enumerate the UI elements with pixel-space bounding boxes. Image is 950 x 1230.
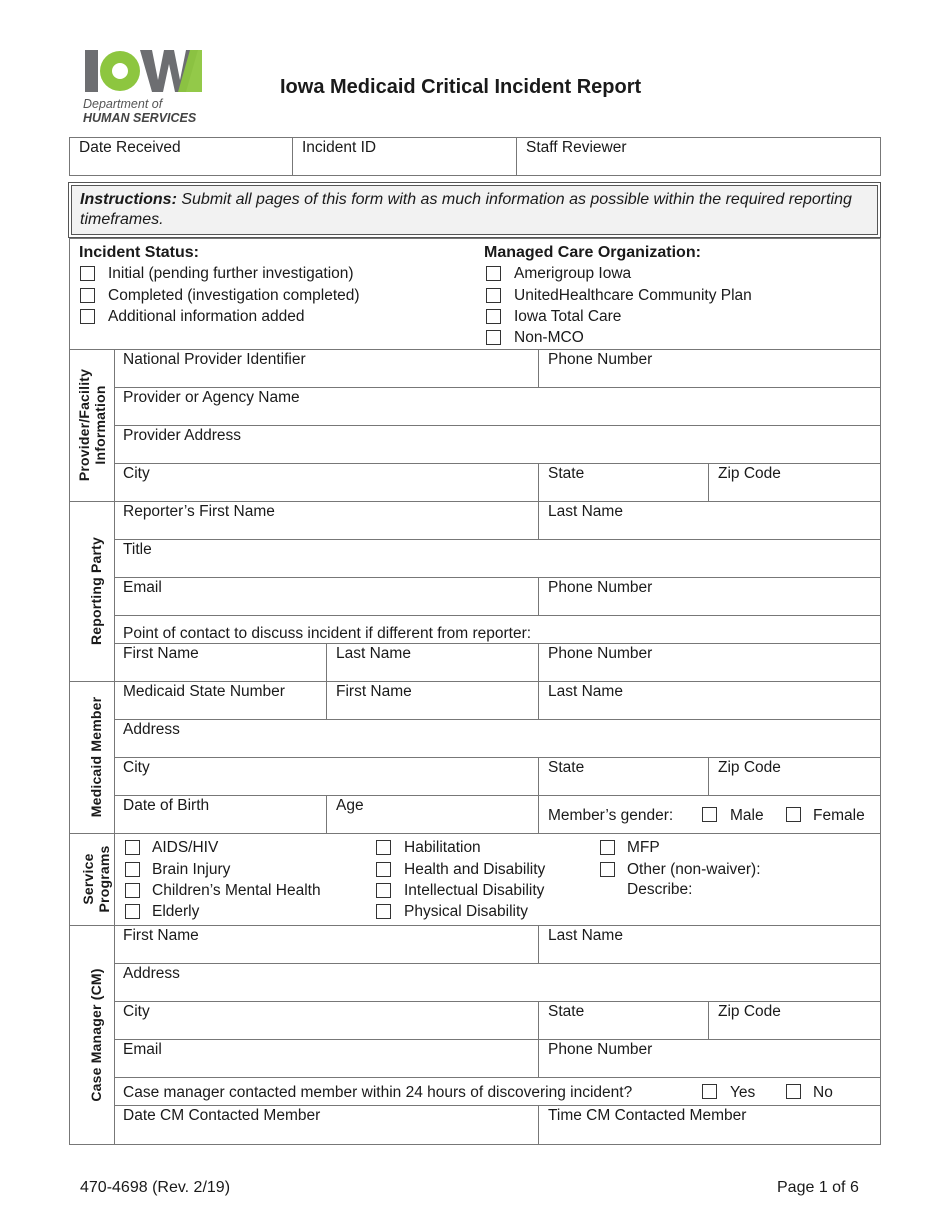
provider-state-field[interactable]: State (548, 465, 585, 482)
reporter-last-name-field[interactable]: Last Name (548, 503, 623, 520)
reporter-email-field[interactable]: Email (123, 579, 162, 596)
program-health-disability-checkbox[interactable] (376, 862, 391, 877)
page-number: Page 1 of 6 (777, 1179, 859, 1196)
cm-last-name-field[interactable]: Last Name (548, 927, 623, 944)
iowa-logo-graphic (82, 46, 207, 96)
instructions-text: Submit all pages of this form with as much information as possible within the required reporting timeframes. (80, 191, 852, 228)
cm-contacted-yes-checkbox[interactable] (702, 1084, 717, 1099)
program-brain-injury-checkbox[interactable] (125, 862, 140, 877)
member-state-number-field[interactable]: Medicaid State Number (123, 683, 285, 700)
gender-female-label: Female (813, 807, 865, 824)
mco-non-mco-label: Non-MCO (514, 329, 584, 346)
program-other-describe[interactable]: Describe: (627, 881, 693, 898)
program-mfp-checkbox[interactable] (600, 840, 615, 855)
case-manager-section-label: Case Manager (CM) (88, 968, 104, 1102)
cm-state-field[interactable]: State (548, 1003, 585, 1020)
status-additional-checkbox[interactable] (80, 309, 95, 324)
reporter-first-name-field[interactable]: Reporter’s First Name (123, 503, 275, 520)
incident-status-title: Incident Status: (79, 244, 200, 261)
program-childrens-mh-label: Children’s Mental Health (152, 882, 321, 899)
cm-time-contacted-field[interactable]: Time CM Contacted Member (548, 1107, 747, 1124)
program-childrens-mh-checkbox[interactable] (125, 883, 140, 898)
program-elderly-checkbox[interactable] (125, 904, 140, 919)
program-intellectual-disability-checkbox[interactable] (376, 883, 391, 898)
dept-line-2: HUMAN SERVICES (83, 111, 197, 125)
date-received-field[interactable]: Date Received (79, 139, 181, 156)
instructions (71, 185, 878, 235)
status-completed-checkbox[interactable] (80, 288, 95, 303)
reporter-phone-field[interactable]: Phone Number (548, 579, 653, 596)
staff-reviewer-field[interactable]: Staff Reviewer (526, 139, 627, 156)
program-other-checkbox[interactable] (600, 862, 615, 877)
instructions-label: Instructions: (80, 191, 177, 208)
member-state-field[interactable]: State (548, 759, 585, 776)
provider-zip-field[interactable]: Zip Code (718, 465, 781, 482)
program-physical-disability-checkbox[interactable] (376, 904, 391, 919)
gender-male-label: Male (730, 807, 764, 824)
status-additional-label: Additional information added (108, 308, 305, 325)
form-title: Iowa Medicaid Critical Incident Report (280, 76, 642, 98)
cm-contacted-no-checkbox[interactable] (786, 1084, 801, 1099)
form-number: 470-4698 (Rev. 2/19) (80, 1179, 231, 1196)
mco-uhc-checkbox[interactable] (486, 288, 501, 303)
mco-amerigroup-checkbox[interactable] (486, 266, 501, 281)
provider-npi-field[interactable]: National Provider Identifier (123, 351, 306, 368)
member-zip-field[interactable]: Zip Code (718, 759, 781, 776)
status-completed-label: Completed (investigation completed) (108, 287, 360, 304)
reporting-section-label: Reporting Party (88, 536, 104, 646)
cm-contacted-yes-label: Yes (730, 1084, 756, 1101)
mco-itc-label: Iowa Total Care (514, 308, 622, 325)
cm-phone-field[interactable]: Phone Number (548, 1041, 653, 1058)
incident-id-field[interactable]: Incident ID (302, 139, 377, 156)
cm-address-field[interactable]: Address (123, 965, 180, 982)
gender-female-checkbox[interactable] (786, 807, 801, 822)
provider-phone-field[interactable]: Phone Number (548, 351, 653, 368)
program-intellectual-disability-label: Intellectual Disability (404, 882, 545, 899)
mco-uhc-label: UnitedHealthcare Community Plan (514, 287, 752, 304)
cm-email-field[interactable]: Email (123, 1041, 162, 1058)
member-city-field[interactable]: City (123, 759, 150, 776)
provider-address-field[interactable]: Provider Address (123, 427, 242, 444)
program-mfp-label: MFP (627, 839, 660, 856)
program-brain-injury-label: Brain Injury (152, 861, 231, 878)
member-section-label: Medicaid Member (88, 696, 104, 818)
dept-line-1: Department of (83, 97, 163, 111)
poc-first-name-field[interactable]: First Name (123, 645, 199, 662)
status-initial-checkbox[interactable] (80, 266, 95, 281)
mco-amerigroup-label: Amerigroup Iowa (514, 265, 632, 282)
gender-male-checkbox[interactable] (702, 807, 717, 822)
mco-title: Managed Care Organization: (484, 244, 701, 261)
provider-name-field[interactable]: Provider or Agency Name (123, 389, 300, 406)
program-aids-hiv-label: AIDS/HIV (152, 839, 219, 856)
member-gender-label: Member’s gender: (548, 807, 674, 824)
program-physical-disability-label: Physical Disability (404, 903, 529, 920)
poc-last-name-field[interactable]: Last Name (336, 645, 411, 662)
cm-city-field[interactable]: City (123, 1003, 150, 1020)
cm-zip-field[interactable]: Zip Code (718, 1003, 781, 1020)
poc-phone-field[interactable]: Phone Number (548, 645, 653, 662)
member-last-name-field[interactable]: Last Name (548, 683, 623, 700)
cm-contacted-question: Case manager contacted member within 24 hours of discovering incident? (123, 1084, 633, 1101)
program-health-disability-label: Health and Disability (404, 861, 546, 878)
member-first-name-field[interactable]: First Name (336, 683, 412, 700)
cm-first-name-field[interactable]: First Name (123, 927, 199, 944)
status-initial-label: Initial (pending further investigation) (108, 265, 354, 282)
member-age-field[interactable]: Age (336, 797, 364, 814)
provider-section-label: Provider/Facility Information (76, 368, 108, 482)
program-habilitation-checkbox[interactable] (376, 840, 391, 855)
member-address-field[interactable]: Address (123, 721, 180, 738)
provider-city-field[interactable]: City (123, 465, 150, 482)
admin-box (69, 137, 881, 176)
program-habilitation-label: Habilitation (404, 839, 481, 856)
reporter-title-field[interactable]: Title (123, 541, 152, 558)
program-elderly-label: Elderly (152, 903, 200, 920)
mco-itc-checkbox[interactable] (486, 309, 501, 324)
program-aids-hiv-checkbox[interactable] (125, 840, 140, 855)
dhs-logo (82, 46, 207, 128)
cm-contacted-no-label: No (813, 1084, 833, 1101)
mco-non-mco-checkbox[interactable] (486, 330, 501, 345)
programs-section-label: Service Programs (80, 845, 112, 913)
poc-instruction: Point of contact to discuss incident if different from reporter: (123, 625, 532, 642)
cm-date-contacted-field[interactable]: Date CM Contacted Member (123, 1107, 321, 1124)
program-other-label: Other (non-waiver): (627, 861, 761, 878)
member-dob-field[interactable]: Date of Birth (123, 797, 210, 814)
